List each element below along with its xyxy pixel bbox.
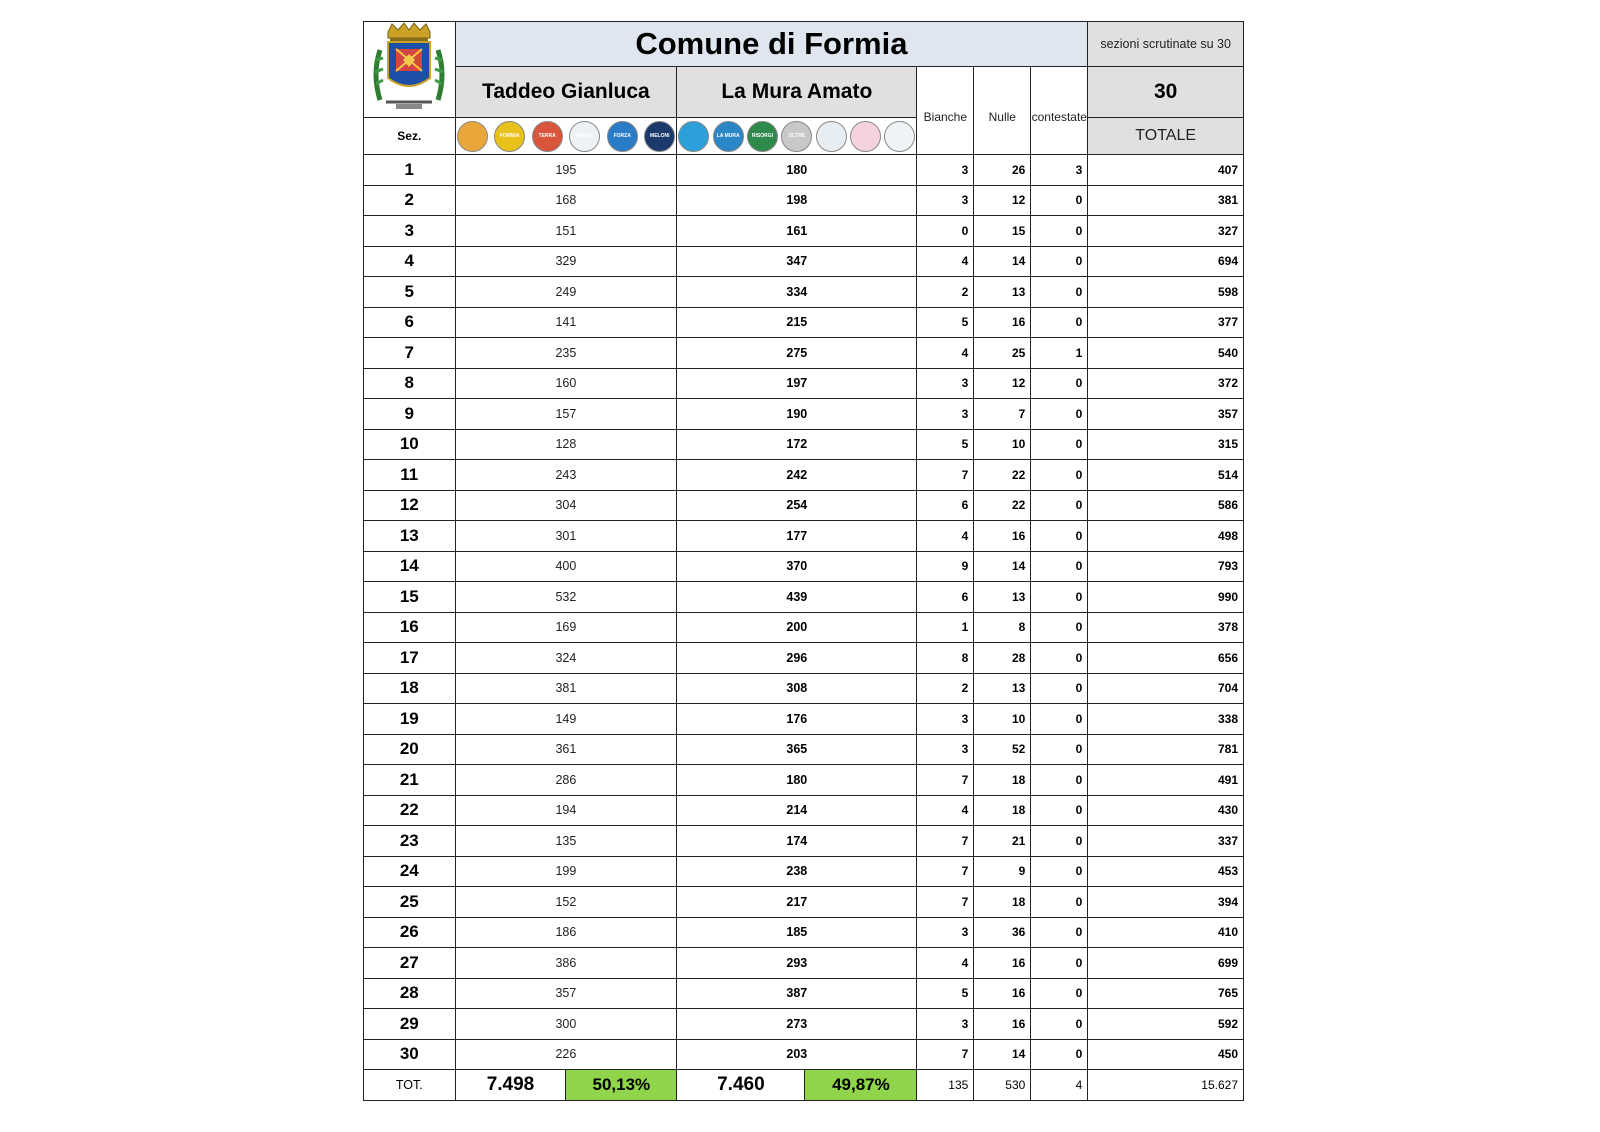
candidate-a-votes: 199 xyxy=(455,856,677,887)
candidate-a-votes: 329 xyxy=(455,246,677,277)
candidate-a-votes: 400 xyxy=(455,551,677,582)
bianche-count: 8 xyxy=(917,643,974,674)
bianche-count: 3 xyxy=(917,399,974,430)
sez-header: Sez. xyxy=(364,118,456,155)
nulle-count: 16 xyxy=(974,948,1031,979)
table-row xyxy=(364,673,1244,704)
nulle-count: 26 xyxy=(974,155,1031,186)
section-number: 16 xyxy=(364,612,456,643)
bianche-count: 3 xyxy=(917,368,974,399)
table-row xyxy=(364,582,1244,613)
section-number: 10 xyxy=(364,429,456,460)
section-number: 13 xyxy=(364,521,456,552)
candidate-b-votes: 347 xyxy=(677,246,917,277)
candidate-b-votes: 215 xyxy=(677,307,917,338)
row-total: 453 xyxy=(1088,856,1244,887)
nulle-count: 16 xyxy=(974,1009,1031,1040)
candidate-b-votes: 177 xyxy=(677,521,917,552)
nulle-count: 14 xyxy=(974,551,1031,582)
table-row xyxy=(364,795,1244,826)
bianche-count: 6 xyxy=(917,490,974,521)
party-logo-icon xyxy=(457,121,488,152)
section-number: 7 xyxy=(364,338,456,369)
nulle-count: 14 xyxy=(974,1039,1031,1070)
bianche-count: 6 xyxy=(917,582,974,613)
table-row xyxy=(364,551,1244,582)
candidate-a-votes: 357 xyxy=(455,978,677,1009)
results-table xyxy=(363,21,1244,1101)
bianche-count: 3 xyxy=(917,185,974,216)
party-logo-icon: FORZA xyxy=(607,121,638,152)
section-number: 27 xyxy=(364,948,456,979)
candidate-b-votes: 185 xyxy=(677,917,917,948)
contestate-count: 0 xyxy=(1031,307,1088,338)
candidate-b-votes: 293 xyxy=(677,948,917,979)
candidate-b-votes: 180 xyxy=(677,765,917,796)
row-total: 598 xyxy=(1088,277,1244,308)
contestate-count: 0 xyxy=(1031,185,1088,216)
candidate-b-votes: 242 xyxy=(677,460,917,491)
contestate-count: 3 xyxy=(1031,155,1088,186)
row-total: 315 xyxy=(1088,429,1244,460)
bianche-count: 4 xyxy=(917,795,974,826)
table-row xyxy=(364,856,1244,887)
party-logo-icon xyxy=(850,121,881,152)
nulle-header: Nulle xyxy=(974,67,1031,155)
contestate-count: 0 xyxy=(1031,612,1088,643)
nulle-count: 16 xyxy=(974,307,1031,338)
table-row xyxy=(364,948,1244,979)
bianche-count: 7 xyxy=(917,887,974,918)
party-logo-icon: Taddeo xyxy=(569,121,600,152)
candidate-b-votes: 214 xyxy=(677,795,917,826)
contestate-count: 0 xyxy=(1031,429,1088,460)
section-number: 26 xyxy=(364,917,456,948)
nulle-count: 18 xyxy=(974,765,1031,796)
nulle-count: 36 xyxy=(974,917,1031,948)
contestate-count: 0 xyxy=(1031,826,1088,857)
nulle-total: 530 xyxy=(974,1070,1031,1101)
contestate-count: 0 xyxy=(1031,704,1088,735)
candidate-a-votes: 168 xyxy=(455,185,677,216)
table-row xyxy=(364,338,1244,369)
row-total: 498 xyxy=(1088,521,1244,552)
nulle-count: 28 xyxy=(974,643,1031,674)
candidate-a-votes: 149 xyxy=(455,704,677,735)
row-total: 592 xyxy=(1088,1009,1244,1040)
contestate-count: 0 xyxy=(1031,978,1088,1009)
candidate-a-votes: 160 xyxy=(455,368,677,399)
candidate-b-votes: 238 xyxy=(677,856,917,887)
bianche-count: 7 xyxy=(917,856,974,887)
candidate-a-votes: 152 xyxy=(455,887,677,918)
bianche-count: 4 xyxy=(917,521,974,552)
section-number: 15 xyxy=(364,582,456,613)
row-total: 327 xyxy=(1088,216,1244,247)
nulle-count: 25 xyxy=(974,338,1031,369)
nulle-count: 10 xyxy=(974,704,1031,735)
candidate-b-votes: 308 xyxy=(677,673,917,704)
candidate-b-votes: 273 xyxy=(677,1009,917,1040)
section-number: 29 xyxy=(364,1009,456,1040)
row-total: 338 xyxy=(1088,704,1244,735)
candidate-a-votes: 386 xyxy=(455,948,677,979)
candidate-a-votes: 286 xyxy=(455,765,677,796)
nulle-count: 16 xyxy=(974,978,1031,1009)
bianche-count: 7 xyxy=(917,826,974,857)
bianche-count: 3 xyxy=(917,917,974,948)
section-number: 20 xyxy=(364,734,456,765)
contestate-count: 0 xyxy=(1031,643,1088,674)
table-row xyxy=(364,185,1244,216)
section-number: 3 xyxy=(364,216,456,247)
row-total: 407 xyxy=(1088,155,1244,186)
bianche-count: 2 xyxy=(917,673,974,704)
candidate-a-party-logos xyxy=(455,118,677,155)
bianche-count: 5 xyxy=(917,429,974,460)
section-number: 30 xyxy=(364,1039,456,1070)
candidate-b-votes: 200 xyxy=(677,612,917,643)
candidate-b-party-logos xyxy=(677,118,917,155)
candidate-b-votes: 203 xyxy=(677,1039,917,1070)
section-number: 6 xyxy=(364,307,456,338)
bianche-count: 5 xyxy=(917,307,974,338)
section-number: 23 xyxy=(364,826,456,857)
candidate-a-votes: 249 xyxy=(455,277,677,308)
totals-label: TOT. xyxy=(364,1070,456,1101)
contestate-count: 1 xyxy=(1031,338,1088,369)
party-logo-icon: TERRA xyxy=(532,121,563,152)
nulle-count: 10 xyxy=(974,429,1031,460)
section-number: 21 xyxy=(364,765,456,796)
contestate-count: 0 xyxy=(1031,948,1088,979)
nulle-count: 13 xyxy=(974,673,1031,704)
bianche-count: 5 xyxy=(917,978,974,1009)
row-total: 450 xyxy=(1088,1039,1244,1070)
section-number: 24 xyxy=(364,856,456,887)
candidate-a-votes: 226 xyxy=(455,1039,677,1070)
coat-of-arms-icon xyxy=(366,22,452,112)
bianche-count: 2 xyxy=(917,277,974,308)
row-total: 656 xyxy=(1088,643,1244,674)
table-row xyxy=(364,917,1244,948)
bianche-count: 3 xyxy=(917,734,974,765)
row-total: 793 xyxy=(1088,551,1244,582)
nulle-count: 15 xyxy=(974,216,1031,247)
candidate-a-votes: 186 xyxy=(455,917,677,948)
section-number: 14 xyxy=(364,551,456,582)
table-row xyxy=(364,887,1244,918)
nulle-count: 14 xyxy=(974,246,1031,277)
table-row xyxy=(364,1039,1244,1070)
candidate-b-votes: 365 xyxy=(677,734,917,765)
contestate-count: 0 xyxy=(1031,368,1088,399)
contestate-count: 0 xyxy=(1031,1009,1088,1040)
bianche-count: 4 xyxy=(917,948,974,979)
contestate-count: 0 xyxy=(1031,399,1088,430)
page-title: Comune di Formia xyxy=(455,22,1088,67)
bianche-count: 7 xyxy=(917,1039,974,1070)
nulle-count: 52 xyxy=(974,734,1031,765)
candidate-b-votes: 180 xyxy=(677,155,917,186)
section-number: 18 xyxy=(364,673,456,704)
section-number: 28 xyxy=(364,978,456,1009)
contestate-count: 0 xyxy=(1031,216,1088,247)
section-number: 5 xyxy=(364,277,456,308)
candidate-a-votes: 151 xyxy=(455,216,677,247)
section-number: 22 xyxy=(364,795,456,826)
candidate-a-votes: 157 xyxy=(455,399,677,430)
contestate-header: contestate xyxy=(1031,67,1088,155)
section-number: 19 xyxy=(364,704,456,735)
candidate-b-votes: 370 xyxy=(677,551,917,582)
candidate-a-votes: 128 xyxy=(455,429,677,460)
coat-of-arms xyxy=(364,22,456,118)
table-row xyxy=(364,1009,1244,1040)
party-logo-icon: FORMIA xyxy=(494,121,525,152)
contestate-count: 0 xyxy=(1031,887,1088,918)
row-total: 381 xyxy=(1088,185,1244,216)
contestate-count: 0 xyxy=(1031,856,1088,887)
bianche-total: 135 xyxy=(917,1070,974,1101)
nulle-count: 13 xyxy=(974,277,1031,308)
section-number: 17 xyxy=(364,643,456,674)
contestate-count: 0 xyxy=(1031,521,1088,552)
section-number: 25 xyxy=(364,887,456,918)
contestate-count: 0 xyxy=(1031,917,1088,948)
section-number: 2 xyxy=(364,185,456,216)
nulle-count: 13 xyxy=(974,582,1031,613)
party-logo-icon xyxy=(884,121,915,152)
row-total: 586 xyxy=(1088,490,1244,521)
row-total: 394 xyxy=(1088,887,1244,918)
candidate-b-votes: 174 xyxy=(677,826,917,857)
row-total: 357 xyxy=(1088,399,1244,430)
section-number: 8 xyxy=(364,368,456,399)
candidate-b-votes: 217 xyxy=(677,887,917,918)
candidate-b-votes: 439 xyxy=(677,582,917,613)
candidate-a-votes: 324 xyxy=(455,643,677,674)
row-total: 765 xyxy=(1088,978,1244,1009)
table-row xyxy=(364,704,1244,735)
candidate-b-name: La Mura Amato xyxy=(677,67,917,118)
contestate-count: 0 xyxy=(1031,1039,1088,1070)
candidate-a-votes: 301 xyxy=(455,521,677,552)
table-row xyxy=(364,826,1244,857)
candidate-b-votes: 334 xyxy=(677,277,917,308)
nulle-count: 7 xyxy=(974,399,1031,430)
contestate-count: 0 xyxy=(1031,582,1088,613)
table-row xyxy=(364,765,1244,796)
table-row xyxy=(364,368,1244,399)
bianche-count: 3 xyxy=(917,1009,974,1040)
section-number: 4 xyxy=(364,246,456,277)
section-number: 1 xyxy=(364,155,456,186)
section-number: 11 xyxy=(364,460,456,491)
table-row xyxy=(364,246,1244,277)
table-row xyxy=(364,643,1244,674)
party-logo-icon xyxy=(816,121,847,152)
party-logo-icon: LA MURA xyxy=(713,121,744,152)
party-logo-icon: RISORGI xyxy=(747,121,778,152)
section-number: 12 xyxy=(364,490,456,521)
table-row xyxy=(364,734,1244,765)
totals-row xyxy=(364,1070,1244,1101)
nulle-count: 12 xyxy=(974,368,1031,399)
candidate-b-percentage: 49,87% xyxy=(805,1070,917,1101)
candidate-b-votes: 161 xyxy=(677,216,917,247)
nulle-count: 18 xyxy=(974,795,1031,826)
nulle-count: 22 xyxy=(974,490,1031,521)
candidate-b-votes: 176 xyxy=(677,704,917,735)
candidate-a-votes: 381 xyxy=(455,673,677,704)
table-row xyxy=(364,612,1244,643)
bianche-count: 7 xyxy=(917,765,974,796)
party-logo-icon: OLTRE xyxy=(781,121,812,152)
row-total: 410 xyxy=(1088,917,1244,948)
candidate-b-total: 7.460 xyxy=(677,1070,805,1101)
candidate-a-votes: 195 xyxy=(455,155,677,186)
table-row xyxy=(364,307,1244,338)
row-total: 514 xyxy=(1088,460,1244,491)
bianche-count: 7 xyxy=(917,460,974,491)
table-row xyxy=(364,490,1244,521)
table-row xyxy=(364,216,1244,247)
row-total: 694 xyxy=(1088,246,1244,277)
nulle-count: 18 xyxy=(974,887,1031,918)
contestate-count: 0 xyxy=(1031,246,1088,277)
row-total: 699 xyxy=(1088,948,1244,979)
nulle-count: 9 xyxy=(974,856,1031,887)
nulle-count: 21 xyxy=(974,826,1031,857)
bianche-count: 4 xyxy=(917,246,974,277)
candidate-a-votes: 532 xyxy=(455,582,677,613)
party-logo-icon: MELONI xyxy=(644,121,675,152)
sections-count: 30 xyxy=(1088,67,1244,118)
totale-header: TOTALE xyxy=(1088,118,1244,155)
contestate-count: 0 xyxy=(1031,551,1088,582)
candidate-a-total: 7.498 xyxy=(455,1070,566,1101)
candidate-b-votes: 190 xyxy=(677,399,917,430)
candidate-a-votes: 300 xyxy=(455,1009,677,1040)
bianche-header: Bianche xyxy=(917,67,974,155)
candidate-b-votes: 172 xyxy=(677,429,917,460)
contestate-count: 0 xyxy=(1031,277,1088,308)
row-total: 540 xyxy=(1088,338,1244,369)
table-row xyxy=(364,155,1244,186)
bianche-count: 3 xyxy=(917,155,974,186)
grand-total: 15.627 xyxy=(1088,1070,1244,1101)
contestate-count: 0 xyxy=(1031,734,1088,765)
row-total: 990 xyxy=(1088,582,1244,613)
candidate-b-votes: 198 xyxy=(677,185,917,216)
row-total: 704 xyxy=(1088,673,1244,704)
bianche-count: 1 xyxy=(917,612,974,643)
bianche-count: 4 xyxy=(917,338,974,369)
party-logo-icon xyxy=(678,121,709,152)
candidate-a-votes: 169 xyxy=(455,612,677,643)
contestate-count: 0 xyxy=(1031,765,1088,796)
candidate-b-votes: 254 xyxy=(677,490,917,521)
row-total: 430 xyxy=(1088,795,1244,826)
section-number: 9 xyxy=(364,399,456,430)
candidate-a-name: Taddeo Gianluca xyxy=(455,67,677,118)
nulle-count: 12 xyxy=(974,185,1031,216)
row-total: 378 xyxy=(1088,612,1244,643)
candidate-a-votes: 243 xyxy=(455,460,677,491)
row-total: 337 xyxy=(1088,826,1244,857)
candidate-a-votes: 361 xyxy=(455,734,677,765)
table-row xyxy=(364,399,1244,430)
row-total: 377 xyxy=(1088,307,1244,338)
candidate-a-votes: 135 xyxy=(455,826,677,857)
nulle-count: 22 xyxy=(974,460,1031,491)
row-total: 491 xyxy=(1088,765,1244,796)
contestate-count: 0 xyxy=(1031,490,1088,521)
table-row xyxy=(364,429,1244,460)
row-total: 781 xyxy=(1088,734,1244,765)
nulle-count: 16 xyxy=(974,521,1031,552)
candidate-a-votes: 304 xyxy=(455,490,677,521)
candidate-a-percentage: 50,13% xyxy=(566,1070,677,1101)
table-row xyxy=(364,521,1244,552)
sections-scrutinized-label: sezioni scrutinate su 30 xyxy=(1088,22,1244,67)
contestate-count: 0 xyxy=(1031,460,1088,491)
candidate-b-votes: 296 xyxy=(677,643,917,674)
row-total: 372 xyxy=(1088,368,1244,399)
contestate-total: 4 xyxy=(1031,1070,1088,1101)
bianche-count: 3 xyxy=(917,704,974,735)
candidate-b-votes: 197 xyxy=(677,368,917,399)
contestate-count: 0 xyxy=(1031,673,1088,704)
nulle-count: 8 xyxy=(974,612,1031,643)
contestate-count: 0 xyxy=(1031,795,1088,826)
candidate-a-votes: 194 xyxy=(455,795,677,826)
bianche-count: 9 xyxy=(917,551,974,582)
candidate-b-votes: 275 xyxy=(677,338,917,369)
table-row xyxy=(364,978,1244,1009)
candidate-a-votes: 235 xyxy=(455,338,677,369)
table-row xyxy=(364,460,1244,491)
bianche-count: 0 xyxy=(917,216,974,247)
candidate-a-votes: 141 xyxy=(455,307,677,338)
candidate-b-votes: 387 xyxy=(677,978,917,1009)
table-row xyxy=(364,277,1244,308)
